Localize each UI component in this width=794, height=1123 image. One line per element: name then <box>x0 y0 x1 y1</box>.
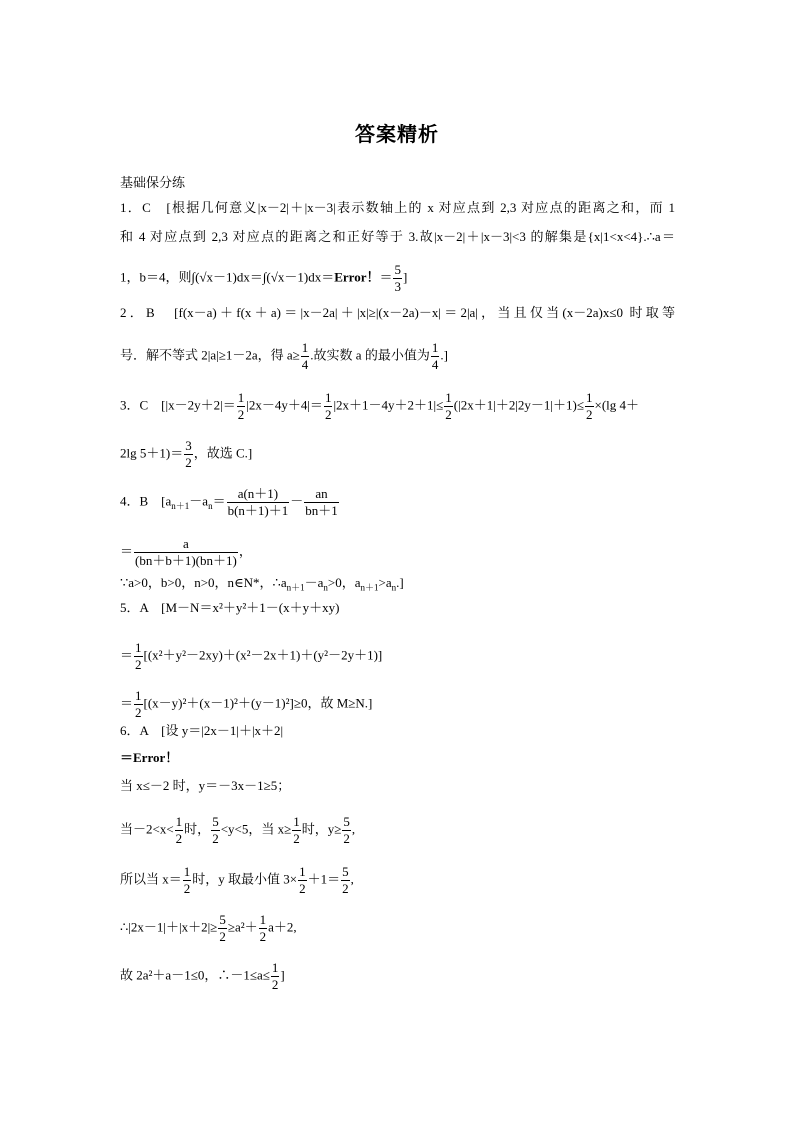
text: [(x－y)²＋(x－1)²＋(y－1)²]≥0，故 M≥N.] <box>143 695 373 711</box>
text: ＝ <box>120 695 134 711</box>
answer-6-line-5 <box>120 864 675 897</box>
page-title: 答案精析 <box>355 122 439 146</box>
text: 3．C [|x－2y＋2|＝ <box>120 397 236 413</box>
fraction <box>298 864 307 897</box>
numerator: 1 <box>445 390 452 405</box>
text: .] <box>440 347 448 363</box>
denominator: 4 <box>431 357 439 372</box>
denominator: (bn＋b＋1)(bn＋1) <box>135 553 237 568</box>
text: |2x＋1－4y＋2＋1|≤ <box>333 397 444 413</box>
section-heading: 基础保分练 <box>120 176 186 191</box>
numerator: 1 <box>237 390 245 405</box>
fraction <box>184 438 193 471</box>
numerator: 1 <box>271 960 279 975</box>
subscript: n＋1 <box>360 582 379 593</box>
text: ＝ <box>212 493 226 509</box>
denominator: 2 <box>324 407 332 422</box>
numerator: 1 <box>175 814 183 829</box>
numerator: 1 <box>293 814 300 829</box>
text: ，故选 C.] <box>193 445 253 461</box>
fraction <box>342 814 351 847</box>
text: |2x－4y＋4|＝ <box>246 397 323 413</box>
denominator: 2 <box>135 705 142 720</box>
denominator: 2 <box>343 831 350 846</box>
numerator: 5 <box>342 864 349 879</box>
fraction <box>218 912 227 945</box>
numerator: 1 <box>135 688 142 703</box>
numerator: 1 <box>586 390 593 405</box>
answer-1-line-1: 1．C [根据几何意义|x－2|＋|x－3|表示数轴上的 x 对应点到 2,3 对应点的距离之和，而 1 <box>120 200 675 215</box>
subscript: n <box>208 501 213 512</box>
answer-2-line-2 <box>120 340 675 373</box>
text: [(x²＋y²－2xy)＋(x²－2x＋1)＋(y²－2y＋1)] <box>143 647 383 663</box>
text: －a <box>189 493 209 509</box>
answer-3-line-1 <box>120 390 675 423</box>
fraction <box>134 688 143 721</box>
answer-6-line-7 <box>120 960 675 993</box>
fraction <box>301 340 310 373</box>
denominator: 2 <box>135 657 142 672</box>
denominator: 2 <box>293 831 300 846</box>
numerator: an <box>315 486 328 501</box>
denominator: 2 <box>445 407 452 422</box>
numerator: 1 <box>135 640 142 655</box>
text: ≥a²＋ <box>227 919 258 935</box>
fraction <box>292 814 301 847</box>
text: 4．B [a <box>120 493 172 509</box>
answer-4-line-1 <box>120 486 675 519</box>
subscript: n <box>323 582 328 593</box>
answer-5-line-2 <box>120 640 675 673</box>
numerator: 5 <box>212 814 219 829</box>
text: .故实数 a 的最小值为 <box>310 347 430 363</box>
text: 时， <box>184 821 211 837</box>
fraction <box>431 340 440 373</box>
numerator: 5 <box>394 262 401 277</box>
text: ＋1＝ <box>307 871 341 887</box>
fraction <box>134 640 143 673</box>
numerator: 3 <box>185 438 192 453</box>
text: ＝ <box>120 647 134 663</box>
answer-4-line-2 <box>120 536 675 569</box>
fraction <box>175 814 184 847</box>
text: 号．解不等式 2|a|≥1－2a，得 a≥ <box>120 347 300 363</box>
text: a＋2, <box>268 919 297 935</box>
fraction <box>211 814 220 847</box>
text: >0，a <box>327 575 361 590</box>
denominator: 3 <box>394 279 401 294</box>
numerator: 1 <box>431 340 439 355</box>
text: 1，b＝4，则∫ <box>120 269 196 285</box>
text: >a <box>378 575 392 590</box>
answer-6-line-3: 当 x≤－2 时，y＝－3x－1≥5； <box>120 778 291 793</box>
fraction <box>134 536 238 569</box>
fraction <box>393 262 402 295</box>
answer-6-line-6 <box>120 912 675 945</box>
fraction <box>324 390 333 423</box>
fraction <box>585 390 594 423</box>
text: ＝ <box>379 269 393 285</box>
denominator: b(n＋1)＋1 <box>227 503 289 518</box>
text: , <box>351 821 356 837</box>
text: ∴|2x－1|＋|x＋2|≥ <box>120 919 218 935</box>
answer-2-line-1: 2．B [f(x－a)＋f(x＋a)＝|x－2a|＋|x|≥|(x－2a)－x|＝2|a|，当且仅当(x－2a)x≤0 时取等 <box>120 305 675 320</box>
text: ， <box>238 543 252 559</box>
subscript: n＋1 <box>171 501 190 512</box>
denominator: bn＋1 <box>305 503 338 518</box>
text: ] <box>280 967 285 983</box>
fraction <box>183 864 192 897</box>
text: (√x－1)dx＝ <box>266 269 335 285</box>
denominator: 2 <box>175 831 183 846</box>
text: .] <box>396 575 404 590</box>
answer-5-line-3 <box>120 688 675 721</box>
denominator: 2 <box>271 977 279 992</box>
subscript: n＋1 <box>286 582 305 593</box>
fraction <box>259 912 268 945</box>
text: － <box>290 493 304 509</box>
text: ＝ <box>120 543 134 559</box>
numerator: a(n＋1) <box>237 486 279 501</box>
numerator: 1 <box>324 390 332 405</box>
text: 时，y 取最小值 3× <box>192 871 298 887</box>
text: ] <box>402 269 408 285</box>
answer-6-line-2: ＝Error！ <box>120 750 179 765</box>
denominator: 2 <box>212 831 219 846</box>
text: ×(lg 4＋ <box>594 397 640 413</box>
fraction <box>341 864 350 897</box>
numerator: 5 <box>343 814 350 829</box>
numerator: 1 <box>301 340 309 355</box>
fraction <box>444 390 453 423</box>
denominator: 2 <box>586 407 593 422</box>
text: 故 2a²＋a－1≤0，∴－1≤a≤ <box>120 967 270 983</box>
text: <y<5，当 x≥ <box>220 821 292 837</box>
text: 所以当 x＝ <box>120 871 182 887</box>
text: 时，y≥ <box>301 821 342 837</box>
text: (√x－1)dx＝∫ <box>195 269 267 285</box>
fraction <box>304 486 339 519</box>
answer-4-line-3 <box>120 574 675 597</box>
answer-1-line-3 <box>120 262 675 295</box>
answer-1-line-2: 和 4 对应点到 2,3 对应点的距离之和正好等于 3.故|x－2|＋|x－3|<3 的解集是{x|1<x<4}.∴a＝ <box>120 229 675 244</box>
fraction <box>237 390 246 423</box>
numerator: a <box>183 536 189 551</box>
numerator: 1 <box>259 912 267 927</box>
fraction <box>227 486 290 519</box>
numerator: 5 <box>219 912 226 927</box>
fraction <box>271 960 280 993</box>
text: －a <box>304 575 324 590</box>
answer-6-line-4 <box>120 814 675 847</box>
text: ∵a>0，b>0，n>0，n∈N*，∴a <box>120 575 287 590</box>
denominator: 2 <box>183 881 191 896</box>
answer-6-line-1: 6．A [设 y＝|2x－1|＋|x＋2| <box>120 723 284 738</box>
denominator: 2 <box>185 455 192 470</box>
numerator: 1 <box>183 864 191 879</box>
denominator: 2 <box>237 407 245 422</box>
error-marker: Error！ <box>334 269 380 285</box>
answer-3-line-2 <box>120 438 675 471</box>
numerator: 1 <box>299 864 306 879</box>
subscript: n <box>391 582 397 593</box>
text: 2lg 5＋1)＝ <box>120 445 184 461</box>
text: , <box>350 871 354 887</box>
denominator: 2 <box>299 881 306 896</box>
denominator: 2 <box>259 929 267 944</box>
denominator: 2 <box>219 929 226 944</box>
denominator: 2 <box>342 881 349 896</box>
text: 当－2<x< <box>120 821 174 837</box>
denominator: 4 <box>301 357 309 372</box>
text: (|2x＋1|＋2|2y－1|＋1)≤ <box>453 397 584 413</box>
answer-5-line-1: 5．A [M－N＝x²＋y²＋1－(x＋y＋xy) <box>120 600 340 615</box>
